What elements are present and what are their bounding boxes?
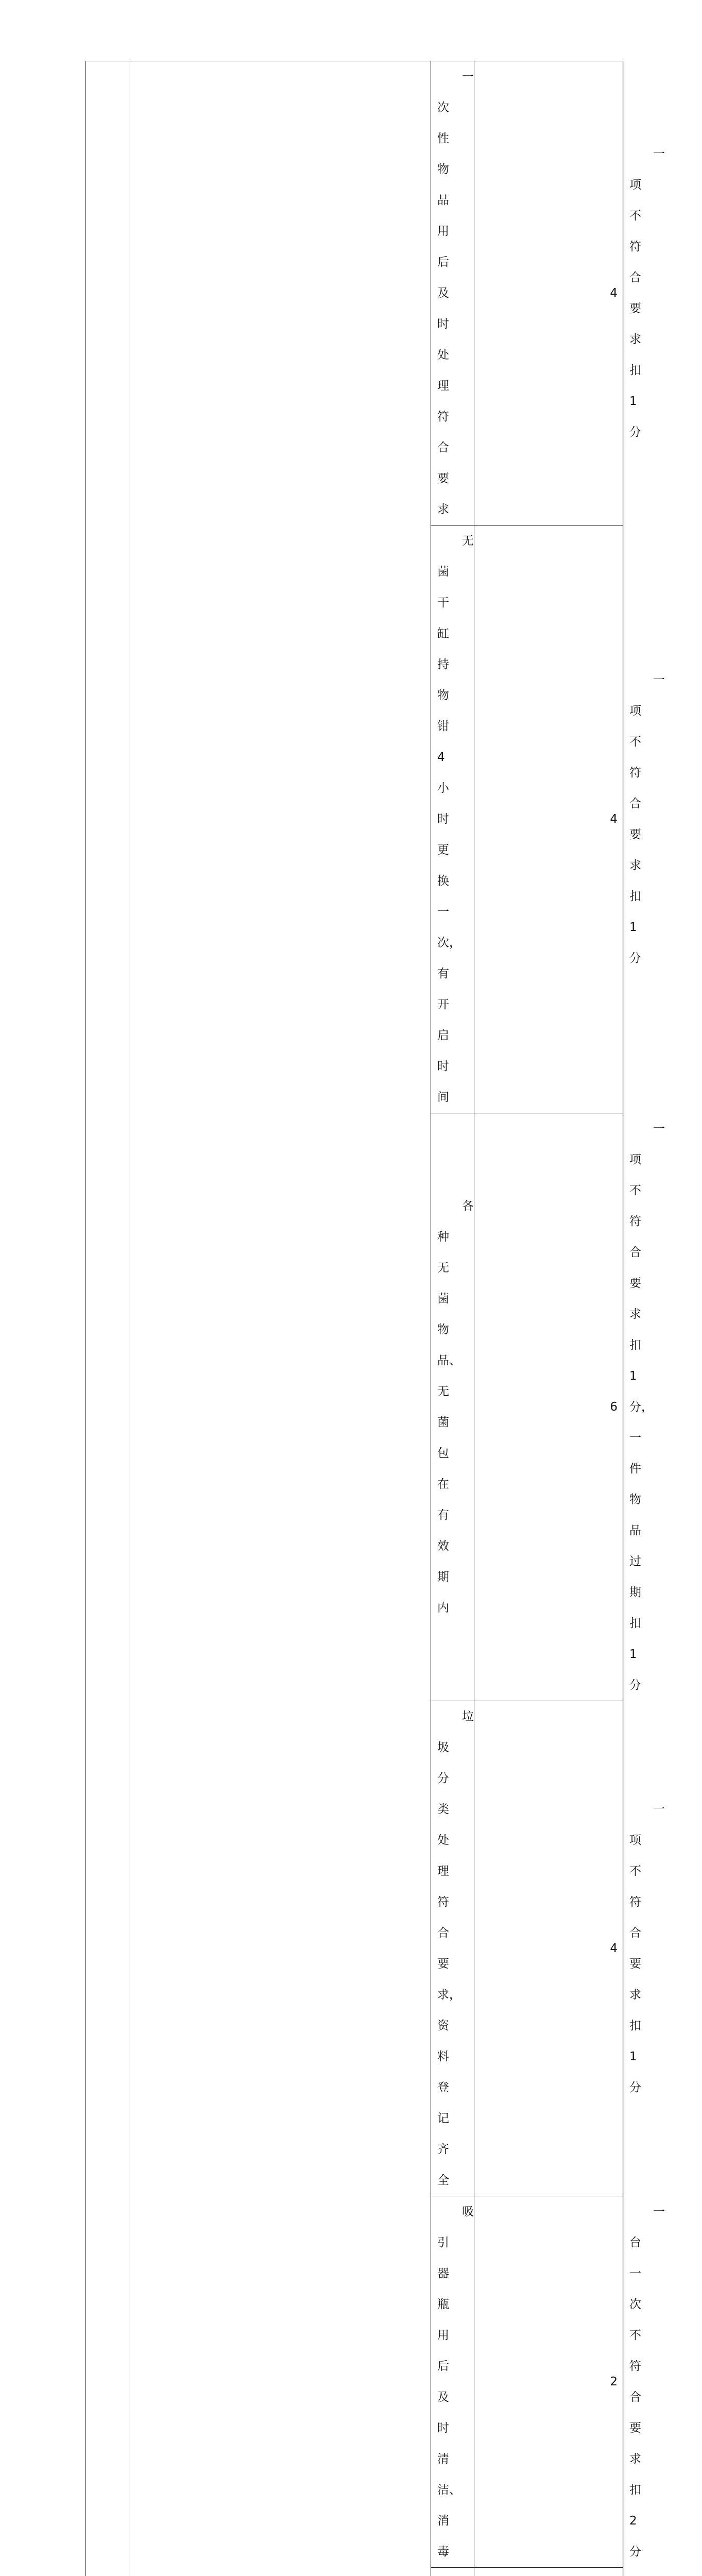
score-cell: 6 <box>474 1113 623 1701</box>
score-cell: 4 <box>474 526 623 1113</box>
table-row: 吸引器瓶用后及时清洁、消毒 2 一台一次不符合要求扣 2 分 <box>86 2196 623 2568</box>
item-cell: 各种无菌物品、无菌包在有效期内 <box>431 1113 474 1701</box>
table-row: 无菌干缸持物钳 4 小时更换一次，有开启时间 4 一项不符合要求扣 1 分 <box>86 526 623 1113</box>
category-cell-empty <box>86 61 129 2576</box>
subcategory-cell-empty <box>129 61 431 2576</box>
item-cell: 一次性物品用后及时处理符合要求 <box>431 61 474 526</box>
score-cell: 4 <box>474 61 623 526</box>
score-cell: 2 <box>474 2196 623 2568</box>
score-cell: 4 <box>474 1701 623 2196</box>
table-row: 垃圾分类处理符合要求，资料登记齐全 4 一项不符合要求扣 1 分 <box>86 1701 623 2196</box>
item-cell: 无菌干缸持物钳 4 小时更换一次，有开启时间 <box>431 526 474 1113</box>
scoring-table <box>85 61 623 2576</box>
item-cell: 垃圾分类处理符合要求，资料登记齐全 <box>431 1701 474 2196</box>
table-row: 一次性物品用后及时处理符合要求 4 一项不符合要求扣 1 分 <box>86 61 623 526</box>
item-cell <box>431 2568 474 2576</box>
score-cell <box>474 2568 623 2576</box>
table-row: 各种无菌物品、无菌包在有效期内 6 一项不符合要求扣 1 分，一件物品过期扣 1 分 <box>86 1113 623 1701</box>
item-cell: 吸引器瓶用后及时清洁、消毒 <box>431 2196 474 2568</box>
